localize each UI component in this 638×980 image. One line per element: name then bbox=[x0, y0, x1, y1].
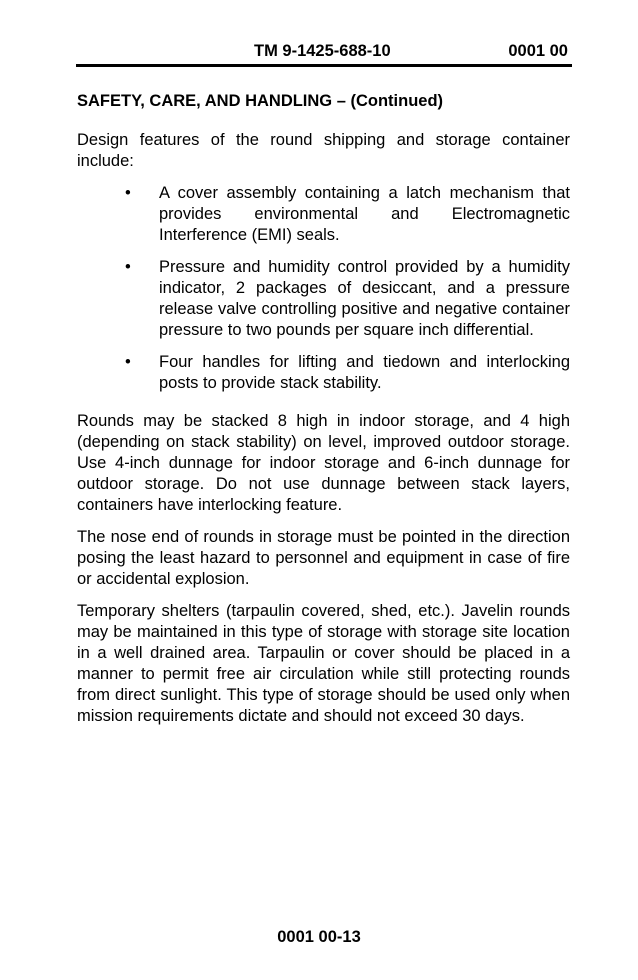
bullet-icon: • bbox=[125, 258, 131, 276]
list-item-text: Pressure and humidity control provided by a humidity indicator, 2 packages of desiccant, and a pressure release valve controlling positive and negative container pressure to two pounds per square inch differential. bbox=[159, 258, 570, 339]
header-rule bbox=[76, 64, 572, 67]
list-item-text: Four handles for lifting and tiedown and interlocking posts to provide stack stability. bbox=[159, 353, 570, 392]
orientation-paragraph: The nose end of rounds in storage must be pointed in the direction posing the least hazard to personnel and equipment in case of fire or accidental explosion. bbox=[77, 528, 570, 588]
page-number: 0001 00-13 bbox=[277, 928, 361, 946]
list-item bbox=[77, 352, 570, 394]
stacking-paragraph: Rounds may be stacked 8 high in indoor storage, and 4 high (depending on stack stability) on level, improved outdoor storage. Use 4-inch dunnage for indoor storage and 6-inch dunnage for outdoor storage. Do not use dunnage between stack layers, containers have interlocking feature. bbox=[77, 412, 570, 514]
work-package-number: 0001 00 bbox=[508, 42, 568, 60]
intro-paragraph: Design features of the round shipping and storage container include: bbox=[77, 131, 570, 170]
page-body bbox=[77, 91, 570, 738]
page-header bbox=[76, 42, 570, 66]
design-features-list bbox=[77, 183, 570, 394]
list-item-text: A cover assembly containing a latch mechanism that provides environmental and Electromagnetic Interference (EMI) seals. bbox=[159, 184, 570, 244]
bullet-icon: • bbox=[125, 184, 131, 202]
section-title: SAFETY, CARE, AND HANDLING – (Continued) bbox=[77, 92, 444, 110]
temporary-shelters-paragraph: Temporary shelters (tarpaulin covered, shed, etc.). Javelin rounds may be maintained in this type of storage with storage site location in a well drained area. Tarpaulin or cover should be placed in a manner to permit free air circulation while still protecting rounds from direct sunlight. This type of storage should be used only when mission requirements dictate and should not exceed 30 days. bbox=[77, 602, 570, 725]
list-item bbox=[77, 257, 570, 341]
bullet-icon: • bbox=[125, 353, 131, 371]
list-item bbox=[77, 183, 570, 246]
tm-number: TM 9-1425-688-10 bbox=[254, 42, 391, 60]
